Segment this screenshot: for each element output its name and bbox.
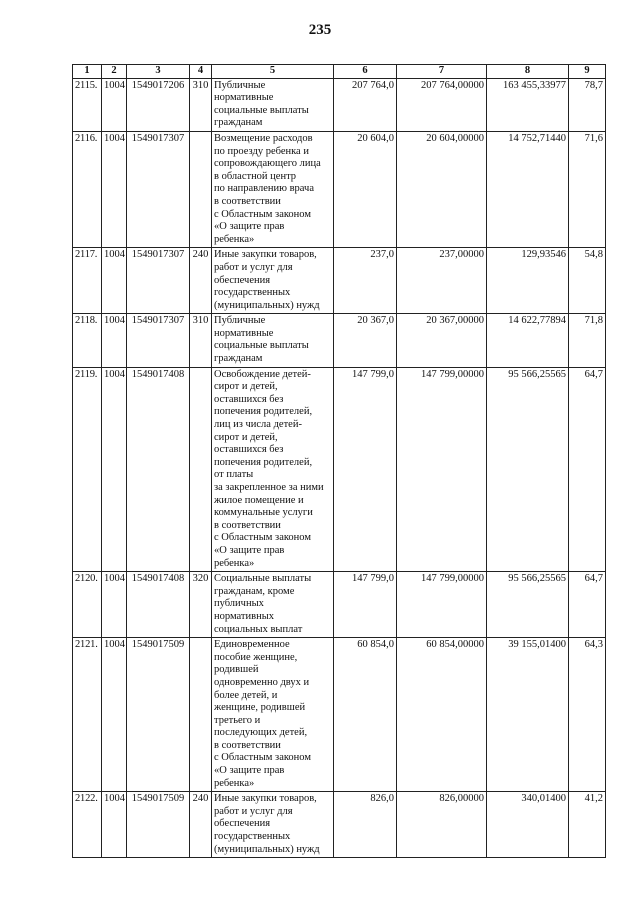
item-name-line: оставшихся без <box>214 444 284 456</box>
table-row <box>73 78 606 131</box>
header-col-5: 5 <box>212 65 334 79</box>
item-name <box>212 248 334 314</box>
item-name <box>212 572 334 638</box>
header-col-1: 1 <box>73 65 102 79</box>
item-name-line: гражданам <box>214 353 263 365</box>
item-name <box>212 367 334 572</box>
table-body <box>73 78 606 858</box>
item-name-line: нормативные <box>214 92 274 104</box>
item-name-line: в областной центр <box>214 170 297 182</box>
value-col-8: 95 566,25565 <box>487 572 569 638</box>
value-col-7: 60 854,00000 <box>397 638 487 792</box>
item-name-line: ребенка» <box>214 777 255 789</box>
item-name-line: работ и услуг для <box>214 261 293 273</box>
item-name-line: оставшихся без <box>214 393 284 405</box>
section-code: 1004 <box>102 367 127 572</box>
value-col-7: 20 367,00000 <box>397 314 487 367</box>
target-article-code: 1549017509 <box>127 792 190 858</box>
header-row <box>73 65 606 79</box>
item-name-line: работ и услуг для <box>214 805 293 817</box>
value-col-6: 20 367,0 <box>334 314 397 367</box>
item-name-line: государственных <box>214 831 291 843</box>
item-name-line: родившей <box>214 664 259 676</box>
row-number: 2119. <box>73 367 102 572</box>
item-name-line: гражданам <box>214 117 263 129</box>
item-name-line: «О защите прав <box>214 765 285 777</box>
item-name-line: ребенка» <box>214 233 255 245</box>
percent-col-9: 71,6 <box>569 131 606 247</box>
section-code: 1004 <box>102 572 127 638</box>
header-col-3: 3 <box>127 65 190 79</box>
item-name-line: по проезду ребенка и <box>214 145 309 157</box>
expense-kind-code <box>190 131 212 247</box>
expense-kind-code: 310 <box>190 314 212 367</box>
row-number: 2116. <box>73 131 102 247</box>
percent-col-9: 78,7 <box>569 78 606 131</box>
value-col-8: 340,01400 <box>487 792 569 858</box>
item-name-line: Иные закупки товаров, <box>214 793 317 805</box>
item-name-line: Единовременное <box>214 639 290 651</box>
percent-col-9: 64,7 <box>569 572 606 638</box>
item-name <box>212 792 334 858</box>
item-name-line: социальные выплаты <box>214 104 309 116</box>
section-code: 1004 <box>102 78 127 131</box>
section-code: 1004 <box>102 131 127 247</box>
percent-col-9: 64,3 <box>569 638 606 792</box>
item-name-line: жилое помещение и <box>214 494 304 506</box>
item-name-line: Иные закупки товаров, <box>214 249 317 261</box>
item-name-line: «О защите прав <box>214 544 285 556</box>
item-name-line: попечения родителей, <box>214 456 313 468</box>
expense-kind-code: 240 <box>190 248 212 314</box>
value-col-8: 14 752,71440 <box>487 131 569 247</box>
value-col-7: 20 604,00000 <box>397 131 487 247</box>
item-name-line: Публичные <box>214 79 266 91</box>
table-row <box>73 572 606 638</box>
row-number: 2121. <box>73 638 102 792</box>
item-name-line: с Областным законом <box>214 208 311 220</box>
section-code: 1004 <box>102 248 127 314</box>
header-col-4: 4 <box>190 65 212 79</box>
item-name-line: в соответствии <box>214 739 281 751</box>
table-row <box>73 792 606 858</box>
value-col-6: 826,0 <box>334 792 397 858</box>
item-name-line: сопровождающего лица <box>214 158 321 170</box>
value-col-6: 147 799,0 <box>334 367 397 572</box>
value-col-8: 14 622,77894 <box>487 314 569 367</box>
page-number: 235 <box>308 22 332 38</box>
section-code: 1004 <box>102 638 127 792</box>
target-article-code: 1549017408 <box>127 367 190 572</box>
item-name-line: в соответствии <box>214 195 281 207</box>
item-name-line: последующих детей, <box>214 727 308 739</box>
value-col-6: 237,0 <box>334 248 397 314</box>
item-name-line: нормативных <box>214 610 275 622</box>
item-name-line: лиц из числа детей- <box>214 419 302 431</box>
item-name <box>212 131 334 247</box>
item-name-line: «О защите прав <box>214 221 285 233</box>
item-name-line: с Областным законом <box>214 532 311 544</box>
item-name-line: (муниципальных) нужд <box>214 843 320 855</box>
expense-kind-code: 320 <box>190 572 212 638</box>
section-code: 1004 <box>102 792 127 858</box>
table-row <box>73 638 606 792</box>
percent-col-9: 54,8 <box>569 248 606 314</box>
header-col-9: 9 <box>569 65 606 79</box>
budget-table <box>72 64 606 858</box>
value-col-7: 147 799,00000 <box>397 572 487 638</box>
item-name-line: Возмещение расходов <box>214 132 313 144</box>
item-name-line: ребенка» <box>214 557 255 569</box>
expense-kind-code <box>190 367 212 572</box>
row-number: 2115. <box>73 78 102 131</box>
row-number: 2122. <box>73 792 102 858</box>
row-number: 2118. <box>73 314 102 367</box>
item-name-line: третьего и <box>214 714 261 726</box>
value-col-7: 826,00000 <box>397 792 487 858</box>
target-article-code: 1549017307 <box>127 314 190 367</box>
table-row <box>73 248 606 314</box>
item-name <box>212 78 334 131</box>
item-name-line: публичных <box>214 598 264 610</box>
value-col-8: 163 455,33977 <box>487 78 569 131</box>
item-name-line: (муниципальных) нужд <box>214 299 320 311</box>
target-article-code: 1549017408 <box>127 572 190 638</box>
item-name-line: за закрепленное за ними <box>214 482 324 493</box>
item-name-line: сирот и детей, <box>214 431 278 443</box>
item-name-line: гражданам, кроме <box>214 585 295 597</box>
value-col-7: 237,00000 <box>397 248 487 314</box>
target-article-code: 1549017206 <box>127 78 190 131</box>
value-col-7: 147 799,00000 <box>397 367 487 572</box>
item-name-line: более детей, и <box>214 689 278 701</box>
target-article-code: 1549017307 <box>127 131 190 247</box>
value-col-8: 95 566,25565 <box>487 367 569 572</box>
item-name-line: от платы <box>214 469 254 481</box>
value-col-6: 207 764,0 <box>334 78 397 131</box>
value-col-6: 60 854,0 <box>334 638 397 792</box>
percent-col-9: 41,2 <box>569 792 606 858</box>
item-name-line: социальные выплаты <box>214 340 309 352</box>
header-col-6: 6 <box>334 65 397 79</box>
row-number: 2120. <box>73 572 102 638</box>
expense-kind-code: 310 <box>190 78 212 131</box>
item-name-line: женщине, родившей <box>214 702 306 714</box>
item-name-line: Освобождение детей- <box>214 368 311 380</box>
item-name-line: одновременно двух и <box>214 676 310 688</box>
header-col-2: 2 <box>102 65 127 79</box>
expense-kind-code <box>190 638 212 792</box>
item-name-line: в соответствии <box>214 519 281 531</box>
item-name-line: обеспечения <box>214 818 271 830</box>
value-col-6: 147 799,0 <box>334 572 397 638</box>
item-name-line: сирот и детей, <box>214 381 278 393</box>
target-article-code: 1549017307 <box>127 248 190 314</box>
percent-col-9: 64,7 <box>569 367 606 572</box>
item-name-line: государственных <box>214 287 291 299</box>
expense-kind-code: 240 <box>190 792 212 858</box>
value-col-8: 39 155,01400 <box>487 638 569 792</box>
table-row <box>73 131 606 247</box>
item-name <box>212 314 334 367</box>
item-name-line: Публичные <box>214 315 266 327</box>
header-col-8: 8 <box>487 65 569 79</box>
percent-col-9: 71,8 <box>569 314 606 367</box>
table-row <box>73 367 606 572</box>
table-row <box>73 314 606 367</box>
value-col-6: 20 604,0 <box>334 131 397 247</box>
item-name-line: нормативные <box>214 327 274 339</box>
item-name-line: пособие женщине, <box>214 651 298 663</box>
section-code: 1004 <box>102 314 127 367</box>
item-name-line: коммунальные услуги <box>214 507 313 519</box>
item-name-line: Социальные выплаты <box>214 573 312 585</box>
item-name-line: с Областным законом <box>214 752 311 764</box>
row-number: 2117. <box>73 248 102 314</box>
value-col-7: 207 764,00000 <box>397 78 487 131</box>
item-name <box>212 638 334 792</box>
item-name-line: попечения родителей, <box>214 406 313 418</box>
header-col-7: 7 <box>397 65 487 79</box>
item-name-line: социальных выплат <box>214 623 303 635</box>
item-name-line: по направлению врача <box>214 183 314 195</box>
item-name-line: обеспечения <box>214 274 271 286</box>
target-article-code: 1549017509 <box>127 638 190 792</box>
value-col-8: 129,93546 <box>487 248 569 314</box>
